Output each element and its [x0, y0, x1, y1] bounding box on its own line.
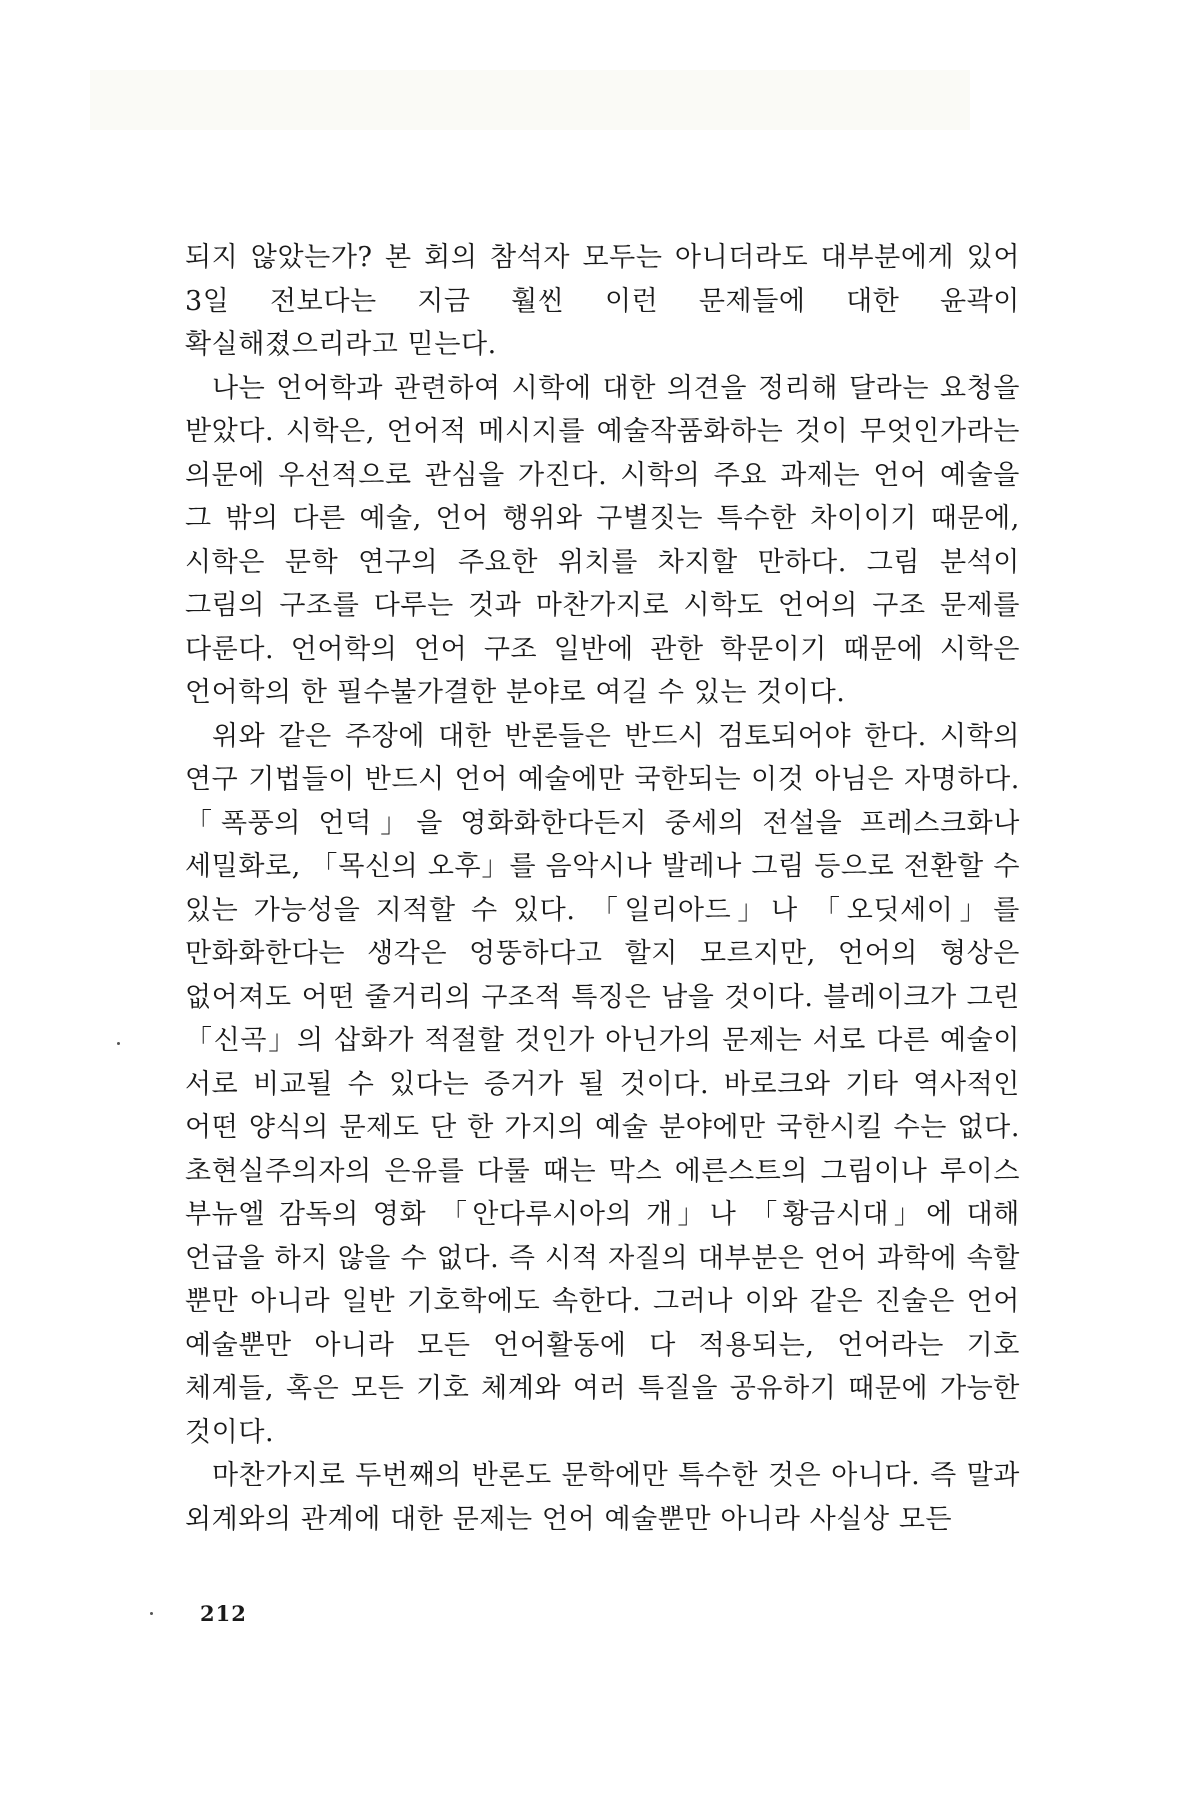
page-number: 212: [200, 1601, 247, 1626]
paragraph-second-objection: 마찬가지로 두번째의 반론도 문학에만 특수한 것은 아니다. 즉 말과 외계와의 관계에 대한 문제는 언어 예술뿐만 아니라 사실상 모든: [185, 1460, 1020, 1535]
scan-shading: [90, 70, 970, 130]
paragraph-continued: 되지 않았는가? 본 회의 참석자 모두는 아니더라도 대부분에게 있어 3일 전보다는 지금 훨씬 이런 문제들에 대한 윤곽이 확실해졌으리라고 믿는다.: [185, 242, 1020, 360]
scan-speck: [117, 1042, 120, 1045]
scan-speck: [150, 1612, 153, 1615]
paragraph-objections: 위와 같은 주장에 대한 반론들은 반드시 검토되어야 한다. 시학의 연구 기법들이 반드시 언어 예술에만 국한되는 이것 아님은 자명하다. 「폭풍의 언덕」을 영화화한다든지 중세의 전설을 프레스크화나 세밀화로, 「목신의 오후」를 음악시나 발레나 그림 등으로 전환할 수 있는 가능성을 지적할 수 있다. 「일리아드」나 「오딧세이」를 만화화한다는 생각은 엉뚱하다고 할지 모르지만, 언어의 형상은 없어져도 어떤 줄거리의 구조적 특징은 남을 것이다. 블레이크가 그린 「신곡」의 삽화가 적절할 것인가 아닌가의 문제는 서로 다른 예술이 서로 비교될 수 있다는 증거가 될 것이다. 바로크와 기타 역사적인 어떤 양식의 문제도 단 한 가지의 예술 분야에만 국한시킬 수는 없다. 초현실주의자의 은유를 다룰 때는 막스 에른스트의 그림이나 루이스 부뉴엘 감독의 영화 「안다루시아의 개」나 「황금시대」에 대해 언급을 하지 않을 수 없다. 즉 시적 자질의 대부분은 언어 과학에 속할 뿐만 아니라 일반 기호학에도 속한다. 그러나 이와 같은 진술은 언어 예술뿐만 아니라 모든 언어활동에 다 적용되는, 언어라는 기호 체계들, 혹은 모든 기호 체계와 여러 특질을 공유하기 때문에 가능한 것이다.: [185, 720, 1020, 1448]
body-text: [185, 236, 1020, 1541]
paragraph-poetics-request: 나는 언어학과 관련하여 시학에 대한 의견을 정리해 달라는 요청을 받았다. 시학은, 언어적 메시지를 예술작품화하는 것이 무엇인가라는 의문에 우선적으로 관심을 가진다. 시학의 주요 과제는 언어 예술을 그 밖의 다른 예술, 언어 행위와 구별짓는 특수한 차이이기 때문에, 시학은 문학 연구의 주요한 위치를 차지할 만하다. 그림 분석이 그림의 구조를 다루는 것과 마찬가지로 시학도 언어의 구조 문제를 다룬다. 언어학의 언어 구조 일반에 관한 학문이기 때문에 시학은 언어학의 한 필수불가결한 분야로 여길 수 있는 것이다.: [185, 372, 1020, 708]
